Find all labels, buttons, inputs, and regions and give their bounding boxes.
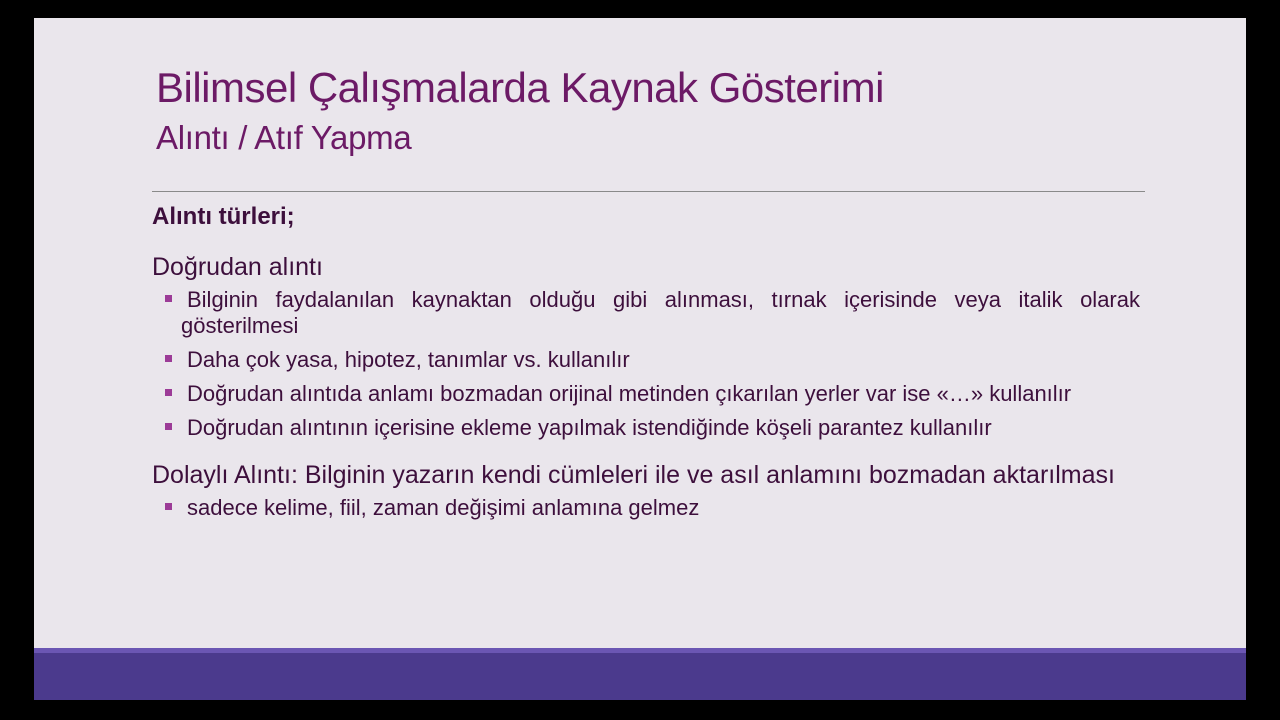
square-bullet-icon xyxy=(165,355,172,362)
slide xyxy=(34,18,1246,700)
section-title-direct-quote: Doğrudan alıntı xyxy=(152,253,323,281)
square-bullet-icon xyxy=(165,503,172,510)
list-item xyxy=(152,381,1140,407)
slide-content xyxy=(152,202,1140,529)
list-item xyxy=(152,287,1140,339)
content-heading: Alıntı türleri; xyxy=(152,203,295,230)
square-bullet-icon xyxy=(165,295,172,302)
list-item xyxy=(152,495,1140,521)
slide-title: Bilimsel Çalışmalarda Kaynak Gösterimi xyxy=(156,64,884,111)
list-item-text: Doğrudan alıntıda anlamı bozmadan orijinal metinden çıkarılan yerler var ise «…» kullanılır xyxy=(187,381,1072,406)
bullet-list-indirect-quote xyxy=(152,495,1140,521)
square-bullet-icon xyxy=(165,423,172,430)
square-bullet-icon xyxy=(165,389,172,396)
list-item xyxy=(152,415,1140,441)
bullet-list-direct-quote xyxy=(152,287,1140,441)
list-item-text: Doğrudan alıntının içerisine ekleme yapılmak istendiğinde köşeli parantez kullanılır xyxy=(187,415,992,440)
section-title-indirect-quote: Dolaylı Alıntı: Bilginin yazarın kendi cümleleri ile ve asıl anlamını bozmadan aktarılması xyxy=(152,461,1115,489)
list-item-text: Bilginin faydalanılan kaynaktan olduğu gibi alınması, tırnak içerisinde veya italik olarak gösterilmesi xyxy=(181,287,1140,338)
title-divider xyxy=(152,191,1145,192)
list-item-text: Daha çok yasa, hipotez, tanımlar vs. kullanılır xyxy=(187,347,630,372)
footer-band xyxy=(34,648,1246,700)
slide-subtitle: Alıntı / Atıf Yapma xyxy=(156,119,412,156)
list-item xyxy=(152,347,1140,373)
list-item-text: sadece kelime, fiil, zaman değişimi anlamına gelmez xyxy=(187,495,700,520)
